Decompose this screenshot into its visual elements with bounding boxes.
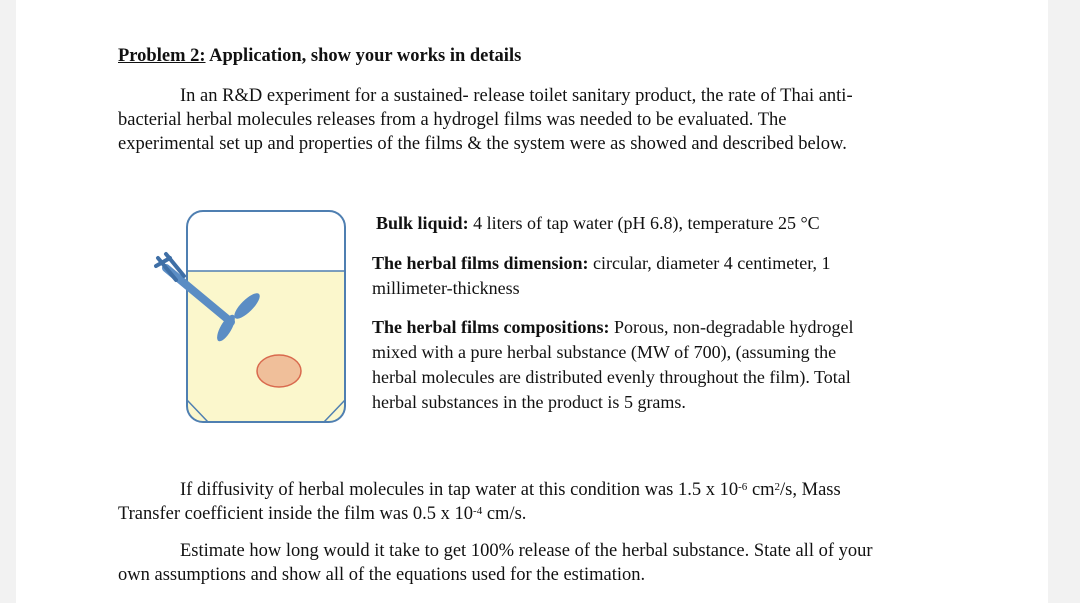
herbal-film [257,355,301,387]
bulk-liquid-value: 4 liters of tap water (pH 6.8), temperature 25 °C [468,213,820,233]
unit-exponent: 2 [774,481,781,493]
document-page [16,0,1048,603]
diffusivity-unit: cm [747,480,775,500]
film-composition-value-1: Porous, non-degradable hydrogel [609,317,854,337]
film-dimension-value-2: millimeter-thickness [372,278,520,298]
task-line-2: own assumptions and show all of the equations used for the estimation. [118,565,646,585]
experimental-setup-diagram [136,200,376,430]
diffusivity-text-a: If diffusivity of herbal molecules in tap water at this condition was 1.5 x 10 [180,480,739,500]
problem-heading: Application, show your works in details [205,46,522,66]
diffusivity-line-2 [118,502,841,526]
mass-transfer-unit: cm/s. [482,504,527,524]
task-line-1: Estimate how long would it take to get 100% release of the herbal substance. State all of your [180,541,873,561]
film-composition-value-4: herbal substances in the product is 5 grams. [372,392,686,412]
intro-paragraph [118,84,853,156]
film-composition-block [372,315,853,415]
film-composition-label: The herbal films compositions: [372,317,610,337]
bulk-liquid-label: Bulk liquid: [376,213,469,233]
film-composition-value-3: herbal molecules are distributed evenly throughout the film). Total [372,367,851,387]
film-dimension-value-1: circular, diameter 4 centimeter, 1 [588,253,831,273]
diffusivity-text-c: /s, Mass [780,480,841,500]
mass-transfer-text: Transfer coefficient inside the film was 0.5 x 10 [118,504,474,524]
intro-line-3: experimental set up and properties of the films & the system were as showed and described below. [118,134,847,154]
mass-transfer-exponent: -4 [473,505,483,517]
intro-line-1: In an R&D experiment for a sustained- release toilet sanitary product, the rate of Thai anti- [180,86,853,106]
film-dimension-block [372,251,830,301]
diffusivity-exponent: -6 [738,481,748,493]
film-dimension-label: The herbal films dimension: [372,253,589,273]
bulk-liquid [187,271,345,422]
bulk-liquid-line [376,211,820,236]
intro-line-2: bacterial herbal molecules releases from a hydrogel films was needed to be evaluated. The [118,110,787,130]
diffusivity-line-1 [118,478,841,502]
problem-label: Problem 2: [118,46,206,66]
task-paragraph [118,539,873,587]
film-composition-value-2: mixed with a pure herbal substance (MW of 700), (assuming the [372,342,837,362]
diffusivity-paragraph [118,478,841,526]
problem-title [118,44,521,68]
